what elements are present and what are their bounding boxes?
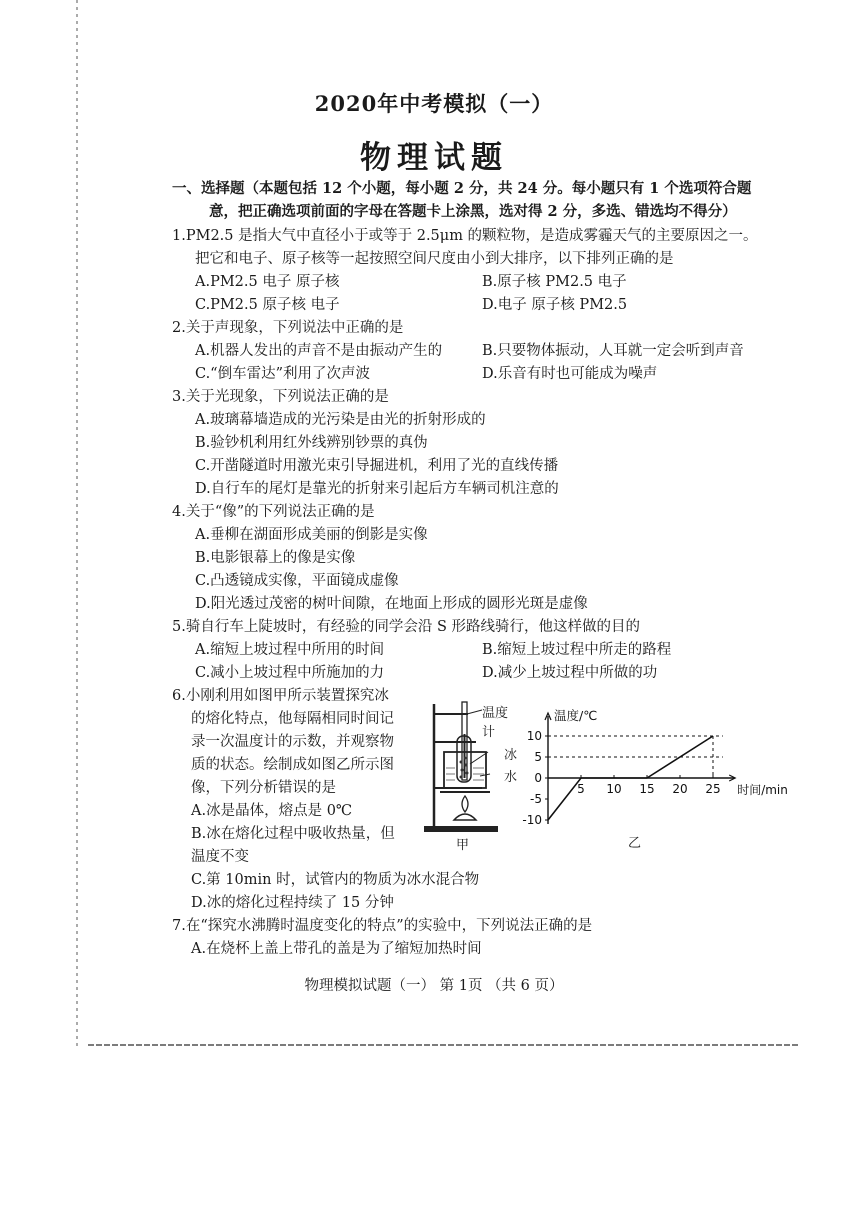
y-tick-label: -10 bbox=[522, 813, 542, 827]
q6-stem-line2: 的熔化特点，他每隔相同时间记 bbox=[191, 711, 394, 727]
x-tick-label: 10 bbox=[606, 782, 622, 796]
q4-option-a: A.垂柳在湖面形成美丽的倒影是实像 bbox=[195, 527, 428, 543]
q1-stem-line1: 1.PM2.5 是指大气中直径小于或等于 2.5μm 的颗粒物，是造成雾霾天气的主要原因之一。 bbox=[172, 228, 758, 244]
q4-stem: 4.关于“像”的下列说法正确的是 bbox=[172, 504, 375, 520]
y-axis-label: 温度/℃ bbox=[554, 708, 598, 723]
x-tick-label: 20 bbox=[672, 782, 688, 796]
label-ice: 冰 bbox=[504, 748, 518, 763]
q3-stem: 3.关于光现象，下列说法正确的是 bbox=[172, 389, 389, 405]
q6-option-a: A.冰是晶体，熔点是 0℃ bbox=[191, 803, 353, 819]
x-tick-label: 5 bbox=[577, 782, 585, 796]
q2-option-b: B.只要物体振动，人耳就一定会听到声音 bbox=[482, 343, 744, 359]
exam-subtitle: 2020年中考模拟（一） bbox=[314, 91, 554, 116]
q5-option-a: A.缩短上坡过程中所用的时间 bbox=[195, 642, 385, 658]
q4-option-c: C.凸透镜成实像，平面镜成虚像 bbox=[195, 573, 399, 589]
x-axis-label: 时间/min bbox=[737, 783, 788, 797]
figure-apparatus-jia bbox=[420, 700, 518, 853]
temperature-chart bbox=[512, 708, 788, 838]
q6-option-b-line2: 温度不变 bbox=[191, 849, 249, 865]
q1-option-c: C.PM2.5 原子核 电子 bbox=[195, 297, 340, 313]
q3-option-d: D.自行车的尾灯是靠光的折射来引起后方车辆司机注意的 bbox=[195, 481, 559, 497]
caption-yi: 乙 bbox=[628, 836, 642, 851]
q6-stem-line1: 6.小刚利用如图甲所示装置探究冰 bbox=[172, 688, 389, 704]
page-footer: 物理模拟试题（一） 第 1页 （共 6 页） bbox=[304, 978, 564, 994]
q6-option-c: C.第 10min 时，试管内的物质为冰水混合物 bbox=[191, 872, 480, 888]
q4-option-d: D.阳光透过茂密的树叶间隙，在地面上形成的圆形光斑是虚像 bbox=[195, 596, 588, 612]
q2-option-d: D.乐音有时也可能成为噪声 bbox=[482, 366, 658, 382]
q6-stem-line3: 录一次温度计的示数，并观察物 bbox=[191, 734, 394, 750]
y-tick-label: -5 bbox=[530, 792, 542, 806]
q6-stem-line5: 像，下列分析错误的是 bbox=[191, 780, 336, 796]
y-tick-label: 10 bbox=[526, 729, 542, 743]
q7-stem: 7.在“探究水沸腾时温度变化的特点”的实验中，下列说法正确的是 bbox=[172, 918, 593, 934]
q3-option-c: C.开凿隧道时用激光束引导掘进机，利用了光的直线传播 bbox=[195, 458, 559, 474]
q5-option-d: D.减少上坡过程中所做的功 bbox=[482, 665, 658, 681]
q5-option-c: C.减小上坡过程中所施加的力 bbox=[195, 665, 385, 681]
q1-stem-line2: 把它和电子、原子核等一起按照空间尺度由小到大排序，以下排列正确的是 bbox=[195, 251, 674, 267]
y-tick-label: 5 bbox=[534, 750, 542, 764]
q2-stem: 2.关于声现象，下列说法中正确的是 bbox=[172, 320, 404, 336]
figure-graph-yi bbox=[512, 708, 788, 858]
x-tick-label: 15 bbox=[639, 782, 655, 796]
section-heading-cont: 意，把正确选项前面的字母在答题卡上涂黑，选对得 2 分，多选、错选均不得分） bbox=[209, 203, 737, 220]
caption-jia: 甲 bbox=[456, 838, 470, 853]
label-thermometer: 温度计 bbox=[482, 706, 509, 740]
x-tick-label: 25 bbox=[705, 782, 721, 796]
q1-option-d: D.电子 原子核 PM2.5 bbox=[482, 297, 628, 313]
exam-title: 物理试题 bbox=[360, 140, 508, 176]
y-tick-label: 0 bbox=[534, 771, 542, 785]
q2-option-c: C.“倒车雷达”利用了次声波 bbox=[195, 366, 371, 382]
q5-option-b: B.缩短上坡过程中所走的路程 bbox=[482, 642, 672, 658]
q1-option-b: B.原子核 PM2.5 电子 bbox=[482, 274, 627, 290]
section-heading: 一、选择题（本题包括 12 个小题，每小题 2 分，共 24 分。每小题只有 1 个选项符合题 bbox=[172, 180, 752, 197]
q3-option-b: B.验钞机利用红外线辨别钞票的真伪 bbox=[195, 435, 428, 451]
q6-option-d: D.冰的熔化过程持续了 15 分钟 bbox=[191, 895, 394, 911]
label-water: 水 bbox=[504, 770, 518, 785]
q3-option-a: A.玻璃幕墙造成的光污染是由光的折射形成的 bbox=[195, 412, 486, 428]
q2-option-a: A.机器人发出的声音不是由振动产生的 bbox=[195, 343, 443, 359]
q1-option-a: A.PM2.5 电子 原子核 bbox=[195, 274, 340, 290]
q6-stem-line4: 质的状态。绘制成如图乙所示图 bbox=[191, 757, 394, 773]
q5-stem: 5.骑自行车上陡坡时，有经验的同学会沿 S 形路线骑行，他这样做的目的 bbox=[172, 619, 640, 635]
scan-edge-bottom bbox=[88, 1044, 800, 1046]
q4-option-b: B.电影银幕上的像是实像 bbox=[195, 550, 356, 566]
q6-option-b-line1: B.冰在熔化过程中吸收热量，但 bbox=[191, 826, 395, 842]
q7-option-a: A.在烧杯上盖上带孔的盖是为了缩短加热时间 bbox=[191, 941, 482, 957]
